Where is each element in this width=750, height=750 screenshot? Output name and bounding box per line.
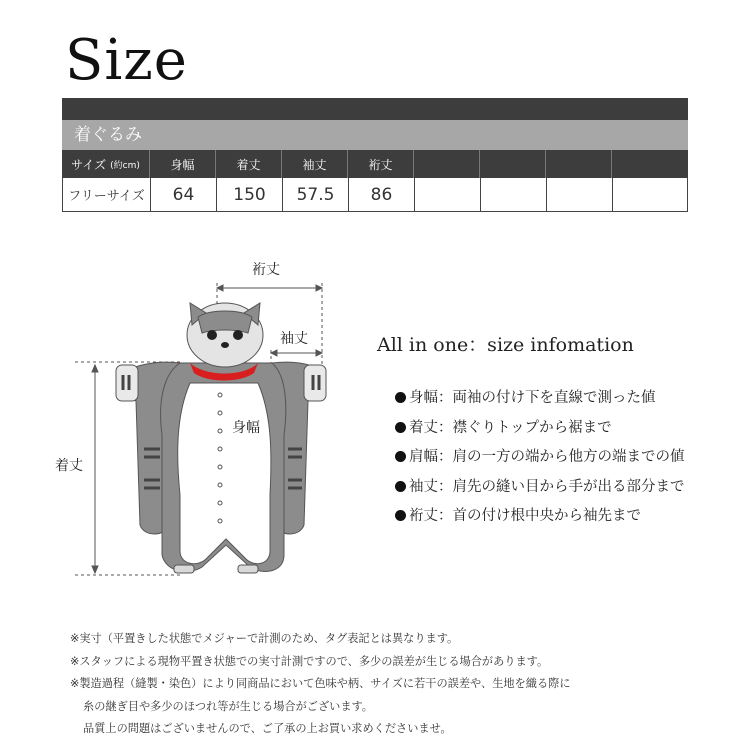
header-cell bbox=[612, 150, 678, 178]
bullet-icon bbox=[395, 481, 406, 492]
table-row bbox=[62, 178, 688, 212]
table-cell bbox=[415, 178, 481, 211]
info-title: All in one：size infomation bbox=[377, 334, 634, 356]
table-cell: フリーサイズ bbox=[63, 178, 151, 211]
list-item: 袖丈：肩先の縫い目から手が出る部分まで bbox=[395, 476, 685, 506]
note-line: 糸の継ぎ目や多少のほつれ等が生じる場合がございます。 bbox=[83, 699, 373, 713]
header-cell: 着丈 bbox=[216, 150, 282, 178]
list-item: 肩幅：肩の一方の端から他方の端までの値 bbox=[395, 446, 685, 476]
table-cell bbox=[547, 178, 613, 211]
yuki-label: 裄丈 bbox=[252, 262, 280, 278]
size-table bbox=[62, 98, 688, 212]
table-cell: 57.5 bbox=[283, 178, 349, 211]
kitake-label: 着丈 bbox=[55, 458, 83, 474]
onesie-diagram bbox=[40, 255, 350, 589]
cat-onesie-illustration bbox=[40, 255, 350, 585]
table-cell bbox=[613, 178, 679, 211]
bullet-icon bbox=[395, 510, 406, 521]
sode-label: 袖丈 bbox=[280, 331, 308, 347]
note-line: ※スタッフによる現物平置き状態での実寸計測ですので、多少の誤差が生じる場合があります。 bbox=[70, 654, 549, 668]
bullet-icon bbox=[395, 422, 406, 433]
table-top-bar bbox=[62, 98, 688, 120]
header-cell bbox=[546, 150, 612, 178]
mihaba-label: 身幅 bbox=[232, 420, 260, 436]
table-cell bbox=[481, 178, 547, 211]
list-item: 着丈：襟ぐりトップから裾まで bbox=[395, 417, 685, 447]
bullet-icon bbox=[395, 451, 406, 462]
table-category: 着ぐるみ bbox=[62, 120, 688, 150]
header-cell: 裄丈 bbox=[348, 150, 414, 178]
header-cell bbox=[480, 150, 546, 178]
note-line: ※製造過程（縫製・染色）により同商品において色味や柄、サイズに若干の誤差や、生地を織る際に bbox=[70, 677, 571, 690]
header-size: サイズ (約cm) bbox=[62, 150, 150, 178]
header-cell: 袖丈 bbox=[282, 150, 348, 178]
table-cell: 86 bbox=[349, 178, 415, 211]
bullet-icon bbox=[395, 392, 406, 403]
header-cell bbox=[414, 150, 480, 178]
table-header-row bbox=[62, 150, 688, 178]
table-cell: 150 bbox=[217, 178, 283, 211]
notes bbox=[70, 630, 571, 743]
page-title: Size bbox=[65, 28, 188, 93]
list-item: 裄丈：首の付け根中央から袖先まで bbox=[395, 505, 685, 535]
note-line: ※実寸（平置きした状態でメジャーで計測のため、タグ表記とは異なります。 bbox=[70, 632, 459, 645]
header-cell: 身幅 bbox=[150, 150, 216, 178]
list-item: 身幅：両袖の付け下を直線で測った値 bbox=[395, 387, 685, 417]
info-list bbox=[395, 387, 685, 535]
note-line: 品質上の問題はございませんので、ご了承の上お買い求めくださいませ。 bbox=[83, 722, 452, 735]
table-cell: 64 bbox=[151, 178, 217, 211]
